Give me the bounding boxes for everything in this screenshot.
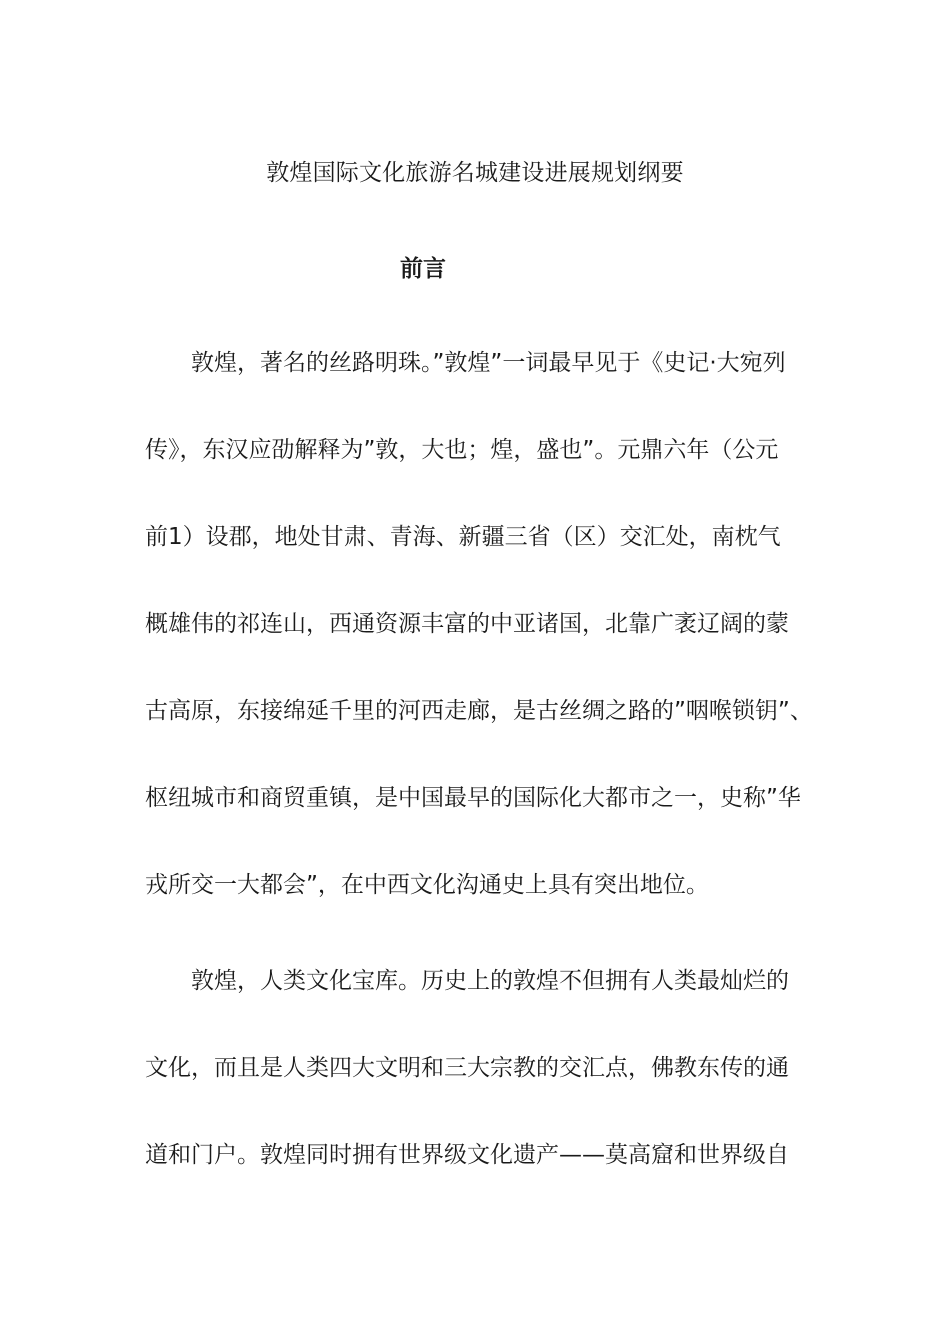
paragraph-line: 文化，而且是人类四大文明和三大宗教的交汇点，佛教东传的通 bbox=[145, 1055, 789, 1081]
paragraph-line: 传》，东汉应劭解释为”敦，大也；煌，盛也”。元鼎六年（公元 bbox=[145, 437, 779, 463]
paragraph-line: 概雄伟的祁连山，西通资源丰富的中亚诸国，北靠广袤辽阔的蒙 bbox=[145, 611, 789, 637]
paragraph-line: 敦煌，著名的丝路明珠。”敦煌”一词最早见于《史记·大宛列 bbox=[191, 350, 786, 376]
paragraph-line: 枢纽城市和商贸重镇，是中国最早的国际化大都市之一，史称”华 bbox=[145, 785, 801, 811]
document-title: 敦煌国际文化旅游名城建设进展规划纲要 bbox=[266, 160, 684, 186]
paragraph-line: 道和门户。敦煌同时拥有世界级文化遗产——莫高窟和世界级自 bbox=[145, 1142, 789, 1168]
paragraph-line: 前1）设郡，地处甘肃、青海、新疆三省（区）交汇处，南枕气 bbox=[145, 524, 781, 550]
paragraph-line: 古高原，东接绵延千里的河西走廊，是古丝绸之路的”咽喉锁钥”、 bbox=[145, 698, 813, 724]
paragraph-line: 戎所交一大都会”，在中西文化沟通史上具有突出地位。 bbox=[145, 872, 709, 898]
paragraph-line: 敦煌，人类文化宝库。历史上的敦煌不但拥有人类最灿烂的 bbox=[191, 968, 789, 994]
section-heading: 前言 bbox=[400, 256, 446, 282]
